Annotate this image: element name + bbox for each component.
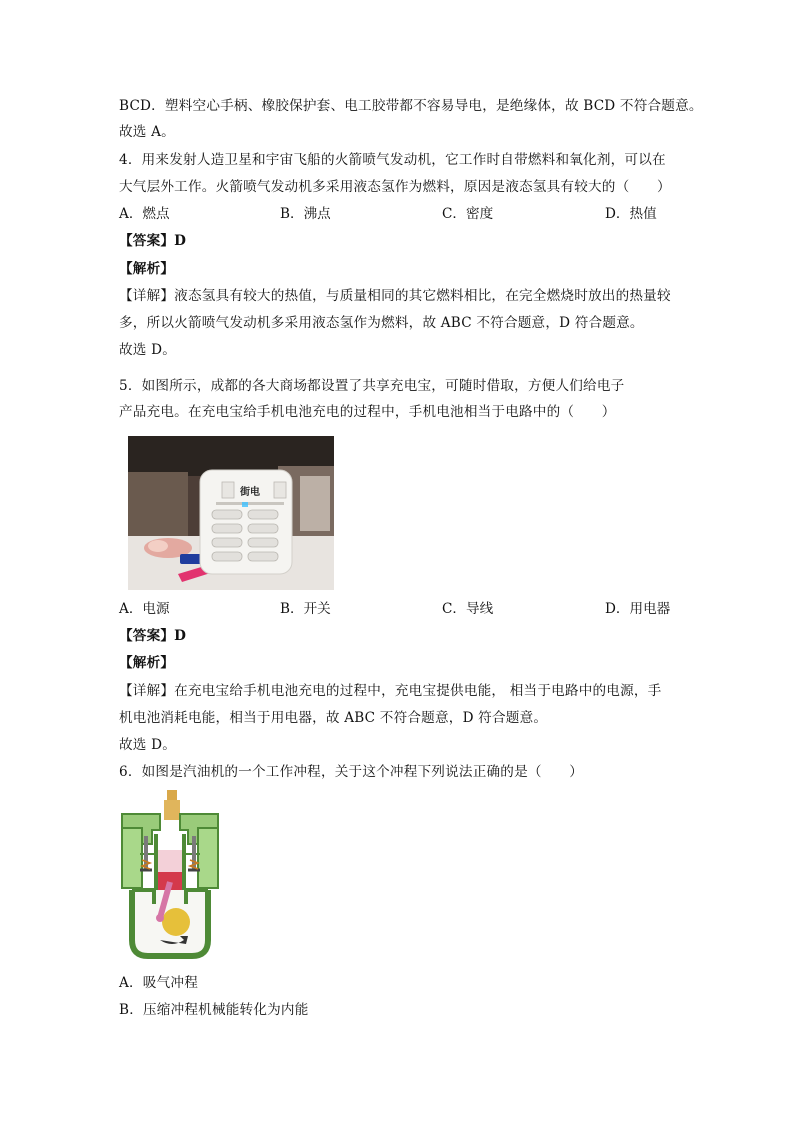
power-bank-station-photo bbox=[128, 436, 334, 590]
q5-stem-line-1: 5．如图所示，成都的各大商场都设置了共享充电宝，可随时借取，方便人们给电子 bbox=[119, 378, 625, 394]
q4-answer: 【答案】D bbox=[119, 233, 187, 249]
q5-stem-line-2: 产品充电。在充电宝给手机电池充电的过程中，手机电池相当于电路中的（ ） bbox=[119, 404, 616, 420]
q4-analysis-heading: 【解析】 bbox=[119, 261, 175, 277]
q5-option-d: D．用电器 bbox=[605, 601, 671, 617]
q5-detail-line-1: 【详解】在充电宝给手机电池充电的过程中，充电宝提供电能， 相当于电路中的电源，手 bbox=[119, 683, 662, 699]
q5-answer: 【答案】D bbox=[119, 628, 187, 644]
q5-option-c: C．导线 bbox=[442, 601, 494, 617]
gasoline-engine-stroke-diagram bbox=[120, 790, 220, 962]
q4-stem-line-2: 大气层外工作。火箭喷气发动机多采用液态氢作为燃料，原因是液态氢具有较大的（ ） bbox=[119, 179, 671, 195]
q4-option-a: A．燃点 bbox=[119, 206, 170, 222]
prev-answer-line-1: BCD．塑料空心手柄、橡胶保护套、电工胶带都不容易导电，是绝缘体，故 BCD 不符合题意。 bbox=[119, 98, 703, 114]
q5-detail-line-2: 机电池消耗电能，相当于用电器，故 ABC 不符合题意，D 符合题意。 bbox=[119, 710, 548, 726]
q5-option-a: A．电源 bbox=[119, 601, 170, 617]
q4-conclusion: 故选 D。 bbox=[119, 342, 177, 358]
q4-option-b: B．沸点 bbox=[280, 206, 331, 222]
q4-detail-line-2: 多，所以火箭喷气发动机多采用液态氢作为燃料，故 ABC 不符合题意，D 符合题意。 bbox=[119, 315, 644, 331]
q4-option-c: C．密度 bbox=[442, 206, 494, 222]
q4-stem-line-1: 4．用来发射人造卫星和宇宙飞船的火箭喷气发动机，它工作时自带燃料和氧化剂，可以在 bbox=[119, 152, 666, 168]
q5-conclusion: 故选 D。 bbox=[119, 737, 177, 753]
q6-option-a: A．吸气冲程 bbox=[119, 975, 198, 991]
q6-stem-line-1: 6．如图是汽油机的一个工作冲程，关于这个冲程下列说法正确的是（ ） bbox=[119, 764, 584, 780]
q4-detail-line-1: 【详解】液态氢具有较大的热值，与质量相同的其它燃料相比，在完全燃烧时放出的热量较 bbox=[119, 288, 671, 304]
q4-option-d: D．热值 bbox=[605, 206, 657, 222]
prev-conclusion: 故选 A。 bbox=[119, 124, 175, 140]
brand-logo-text: 街电 bbox=[240, 487, 260, 498]
q5-analysis-heading: 【解析】 bbox=[119, 655, 175, 671]
q5-option-b: B．开关 bbox=[280, 601, 331, 617]
q6-option-b: B．压缩冲程机械能转化为内能 bbox=[119, 1002, 309, 1018]
